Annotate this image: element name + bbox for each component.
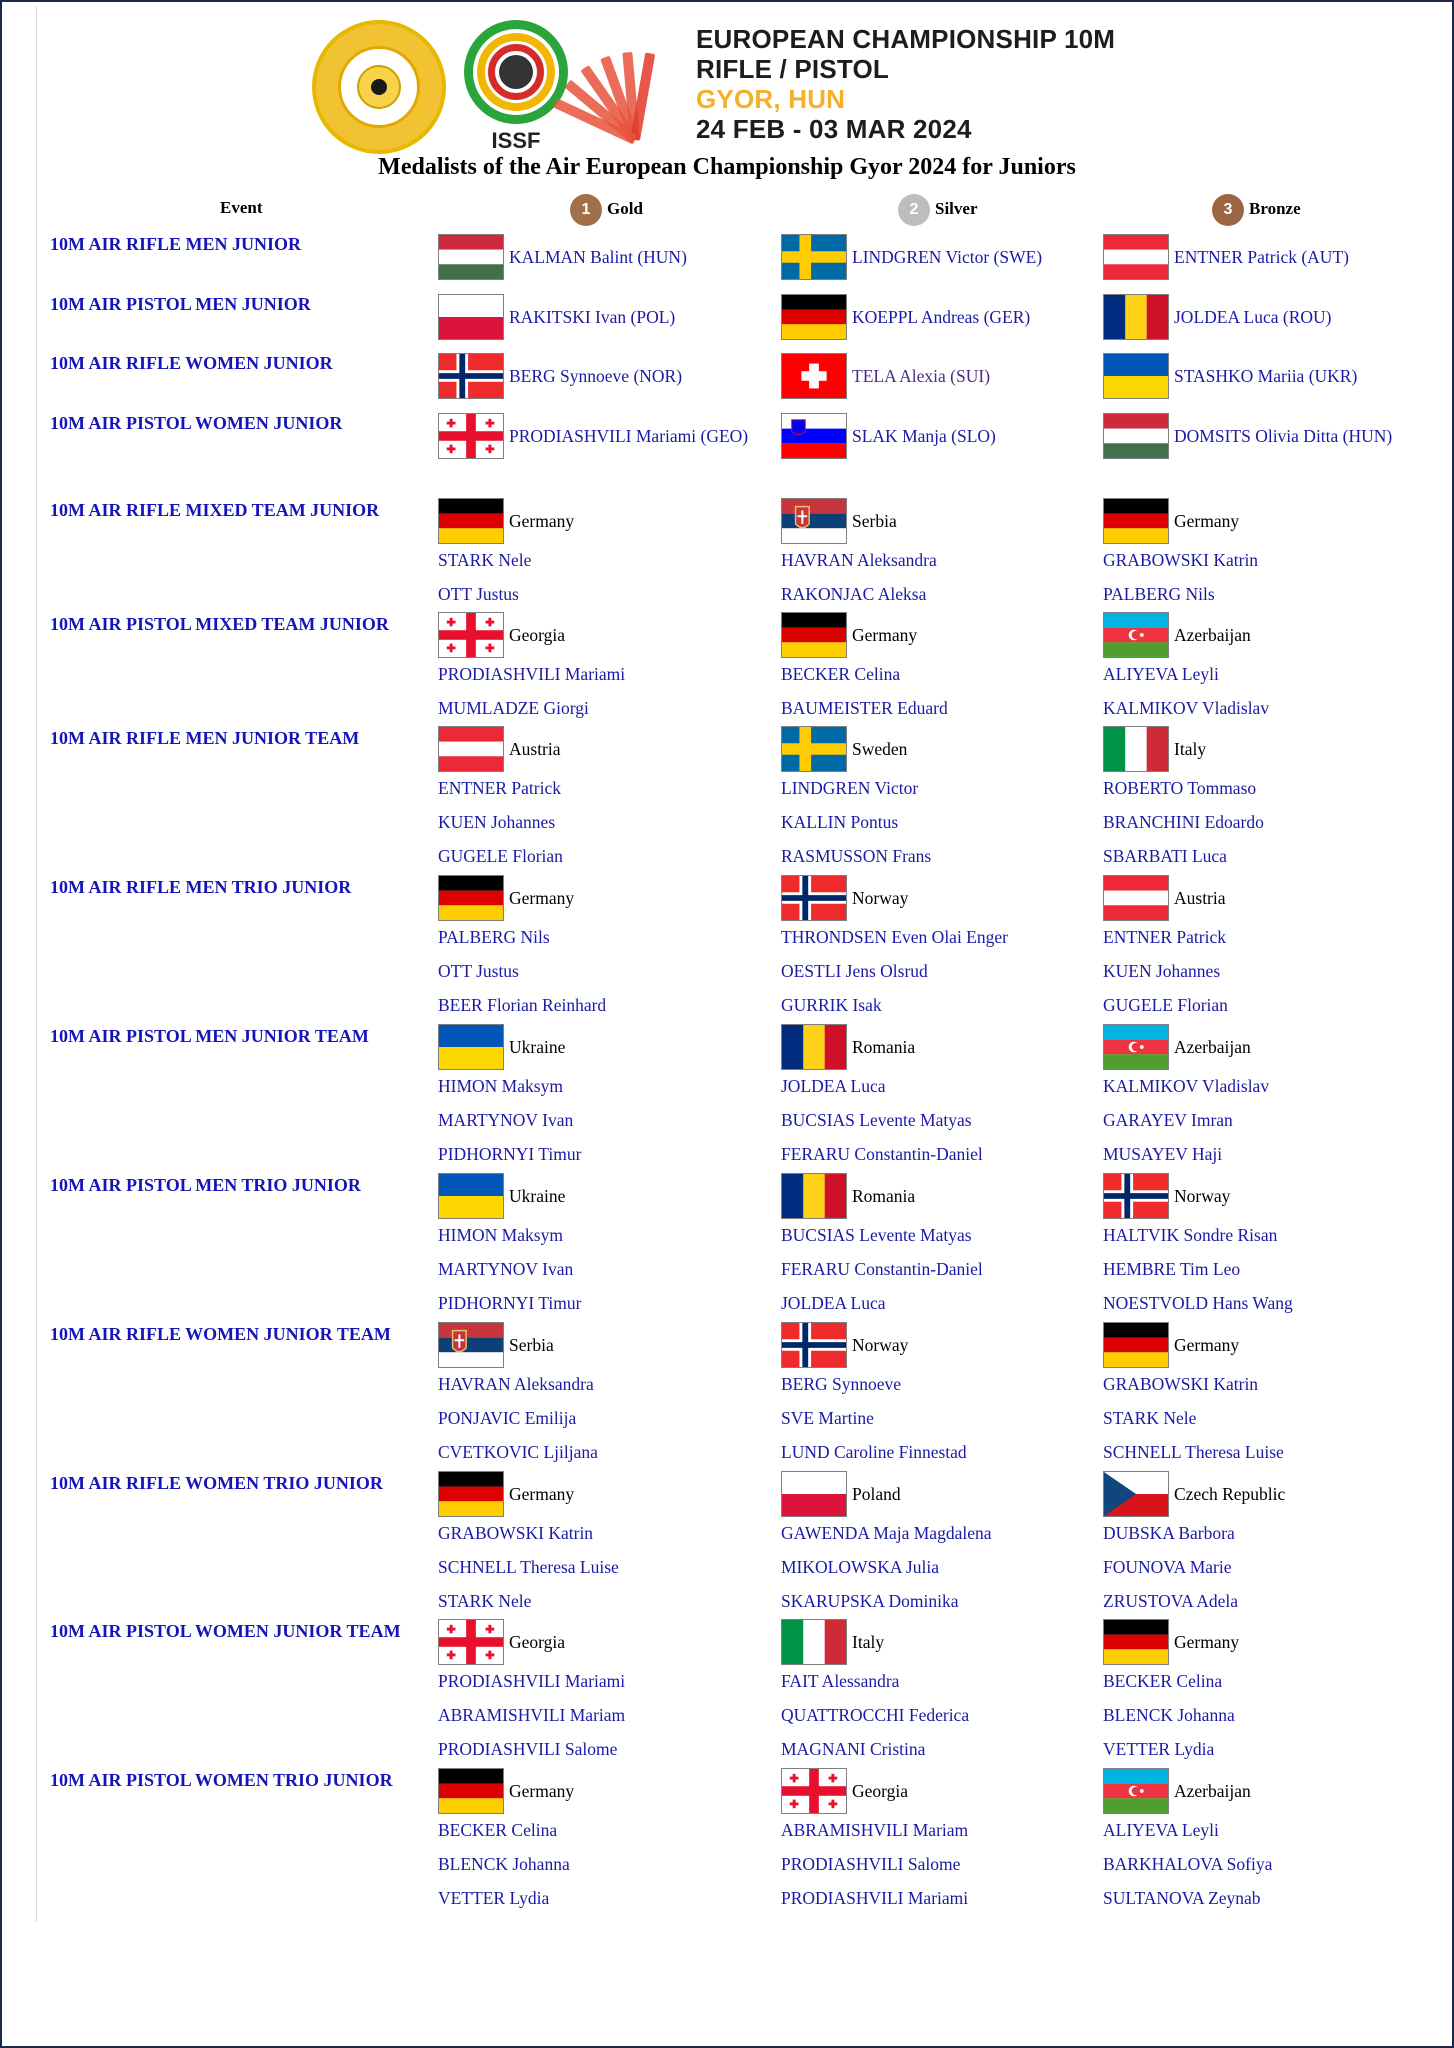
team-member-link[interactable]: LUND Caroline Finnestad (781, 1442, 967, 1462)
team-member-link[interactable]: VETTER Lydia (438, 1888, 550, 1908)
team-member-link[interactable]: BERG Synnoeve (781, 1374, 902, 1394)
team-member-link[interactable]: PRODIASHVILI Salome (781, 1854, 961, 1874)
team-member-link[interactable]: THRONDSEN Even Olai Enger (781, 927, 1008, 947)
team-member-link[interactable]: ABRAMISHVILI Mariam (781, 1820, 969, 1840)
flag-aut-icon (1103, 234, 1169, 280)
silver-nation-label: Norway (852, 887, 909, 908)
flag-ger-icon (438, 1471, 504, 1517)
banner-title-line1: EUROPEAN CHAMPIONSHIP 10M (696, 24, 1116, 54)
flag-swe-icon (781, 234, 847, 280)
team-member-link[interactable]: BUCSIAS Levente Matyas (781, 1225, 972, 1245)
bronze-cell (1103, 875, 1226, 921)
rays-logo-icon (580, 32, 684, 136)
event-link[interactable]: 10M AIR RIFLE MIXED TEAM JUNIOR (50, 500, 380, 520)
gold-nation-label: Germany (509, 887, 575, 908)
gold-nation-label: Germany (509, 1780, 575, 1801)
bronze-nation-label: Austria (1174, 887, 1226, 908)
championship-banner (312, 14, 1172, 154)
flag-sui-icon (781, 353, 847, 399)
team-member-link[interactable]: QUATTROCCHI Federica (781, 1705, 970, 1725)
flag-aut-icon (438, 726, 504, 772)
bronze-cell (1103, 1619, 1239, 1665)
gold-cell (438, 1322, 554, 1368)
silver-nation-label: Italy (852, 1631, 885, 1652)
flag-ukr-icon (1103, 353, 1169, 399)
gold-cell (438, 612, 565, 658)
bronze-athlete-link[interactable]: ENTNER Patrick (AUT) (1174, 246, 1349, 267)
team-member-link[interactable]: OTT Justus (438, 961, 519, 981)
team-member-link[interactable]: BECKER Celina (1103, 1671, 1223, 1691)
gold-nation-label: Germany (509, 510, 575, 531)
flag-rou-icon (781, 1173, 847, 1219)
gold-athlete-link[interactable]: BERG Synnoeve (NOR) (509, 365, 683, 386)
team-member-link[interactable]: GARAYEV Imran (1103, 1110, 1233, 1130)
flag-ger-icon (1103, 1322, 1169, 1368)
team-member-link[interactable]: SULTANOVA Zeynab (1103, 1888, 1261, 1908)
silver-cell (781, 353, 990, 399)
team-member-link[interactable]: BUCSIAS Levente Matyas (781, 1110, 972, 1130)
gold-nation-label: Ukraine (509, 1036, 566, 1057)
gold-cell (438, 413, 748, 459)
silver-nation-label: Romania (852, 1185, 916, 1206)
flag-ger-icon (438, 875, 504, 921)
issf-logo-icon (464, 20, 568, 154)
issf-label: ISSF (491, 128, 541, 153)
team-member-link[interactable]: PRODIASHVILI Mariami (781, 1888, 969, 1908)
left-rule (36, 6, 37, 1922)
bronze-nation-label: Azerbaijan (1174, 1780, 1251, 1801)
team-member-link[interactable]: MUMLADZE Giorgi (438, 698, 589, 718)
flag-ger-icon (781, 294, 847, 340)
gold-athlete-link[interactable]: PRODIASHVILI Mariami (GEO) (509, 425, 749, 446)
flag-aut-icon (1103, 875, 1169, 921)
silver-cell (781, 234, 1042, 280)
team-member-link[interactable]: RASMUSSON Frans (781, 846, 932, 866)
team-member-link[interactable]: FERARU Constantin-Daniel (781, 1144, 983, 1164)
bronze-nation-label: Czech Republic (1174, 1483, 1286, 1504)
silver-cell (781, 612, 917, 658)
team-member-link[interactable]: PONJAVIC Emilija (438, 1408, 577, 1428)
silver-nation-label: Germany (852, 624, 918, 645)
team-member-link[interactable]: BEER Florian Reinhard (438, 995, 607, 1015)
team-member-link[interactable]: BAUMEISTER Eduard (781, 698, 948, 718)
gold-nation-label: Austria (509, 738, 561, 759)
flag-ita-icon (781, 1619, 847, 1665)
team-member-link[interactable]: PRODIASHVILI Mariami (438, 1671, 626, 1691)
silver-athlete-link[interactable]: TELA Alexia (SUI) (852, 365, 991, 386)
bronze-nation-label: Germany (1174, 510, 1240, 531)
flag-ukr-icon (438, 1024, 504, 1070)
team-member-link[interactable]: BECKER Celina (781, 664, 901, 684)
bronze-label: Bronze (1249, 198, 1301, 218)
silver-nation-label: Sweden (852, 738, 908, 759)
flag-rou-icon (1103, 294, 1169, 340)
team-member-link[interactable]: HIMON Maksym (438, 1076, 563, 1096)
flag-ger-icon (438, 1768, 504, 1814)
team-member-link[interactable]: SVE Martine (781, 1408, 874, 1428)
flag-ger-icon (1103, 498, 1169, 544)
team-member-link[interactable]: ENTNER Patrick (1103, 927, 1226, 947)
column-header-gold (570, 194, 643, 226)
banner-text (696, 24, 1115, 144)
silver-athlete-link[interactable]: LINDGREN Victor (SWE) (852, 246, 1043, 267)
team-member-link[interactable]: ABRAMISHVILI Mariam (438, 1705, 626, 1725)
event-link[interactable]: 10M AIR RIFLE WOMEN JUNIOR TEAM (50, 1324, 391, 1344)
event-link[interactable]: 10M AIR PISTOL MIXED TEAM JUNIOR (50, 614, 389, 634)
team-member-link[interactable]: SCHNELL Theresa Luise (438, 1557, 619, 1577)
flag-pol-icon (781, 1471, 847, 1517)
bronze-cell (1103, 1173, 1230, 1219)
team-member-link[interactable]: GURRIK Isak (781, 995, 882, 1015)
team-member-link[interactable]: STARK Nele (438, 1591, 532, 1611)
team-member-link[interactable]: HALTVIK Sondre Risan (1103, 1225, 1278, 1245)
bronze-nation-label: Azerbaijan (1174, 624, 1251, 645)
silver-cell (781, 875, 908, 921)
flag-ger-icon (438, 498, 504, 544)
silver-cell (781, 1471, 901, 1517)
flag-geo-icon (438, 612, 504, 658)
flag-ger-icon (781, 612, 847, 658)
team-member-link[interactable]: VETTER Lydia (1103, 1739, 1215, 1759)
team-member-link[interactable]: ALIYEVA Leyli (1103, 1820, 1219, 1840)
team-member-link[interactable]: BARKHALOVA Sofiya (1103, 1854, 1273, 1874)
bronze-athlete-link[interactable]: DOMSITS Olivia Ditta (HUN) (1174, 425, 1393, 446)
team-member-link[interactable]: HEMBRE Tim Leo (1103, 1259, 1241, 1279)
team-member-link[interactable]: PIDHORNYI Timur (438, 1293, 582, 1313)
silver-cell (781, 1619, 884, 1665)
team-member-link[interactable]: STARK Nele (438, 550, 532, 570)
team-member-link[interactable]: OESTLI Jens Olsrud (781, 961, 928, 981)
event-link[interactable]: 10M AIR RIFLE MEN JUNIOR TEAM (50, 728, 360, 748)
team-member-link[interactable]: GUGELE Florian (1103, 995, 1228, 1015)
flag-geo-icon (781, 1768, 847, 1814)
bronze-cell (1103, 294, 1331, 340)
silver-medal-icon: 2 (898, 194, 930, 226)
event-link[interactable]: 10M AIR RIFLE WOMEN JUNIOR (50, 353, 333, 373)
event-link[interactable]: 10M AIR PISTOL MEN JUNIOR TEAM (50, 1026, 369, 1046)
flag-pol-icon (438, 294, 504, 340)
bronze-nation-label: Germany (1174, 1334, 1240, 1355)
flag-cze-icon (1103, 1471, 1169, 1517)
gold-nation-label: Serbia (509, 1334, 554, 1355)
column-header-event: Event (220, 198, 263, 217)
team-member-link[interactable]: LINDGREN Victor (781, 778, 919, 798)
silver-cell (781, 1768, 908, 1814)
bronze-nation-label: Italy (1174, 738, 1207, 759)
team-member-link[interactable]: SBARBATI Luca (1103, 846, 1227, 866)
team-member-link[interactable]: DUBSKA Barbora (1103, 1523, 1235, 1543)
flag-aze-icon (1103, 1024, 1169, 1070)
team-member-link[interactable]: GAWENDA Maja Magdalena (781, 1523, 992, 1543)
flag-nor-icon (1103, 1173, 1169, 1219)
team-member-link[interactable]: GRABOWSKI Katrin (1103, 1374, 1259, 1394)
flag-aze-icon (1103, 612, 1169, 658)
bronze-cell (1103, 413, 1392, 459)
flag-hun-icon (1103, 413, 1169, 459)
silver-cell (781, 413, 996, 459)
silver-nation-label: Norway (852, 1334, 909, 1355)
team-member-link[interactable]: MARTYNOV Ivan (438, 1259, 574, 1279)
gold-nation-label: Germany (509, 1483, 575, 1504)
team-member-link[interactable]: BLENCK Johanna (438, 1854, 570, 1874)
page-title: Medalists of the Air European Championship Gyor 2024 for Juniors (378, 154, 1076, 180)
esc-logo-icon (312, 20, 446, 154)
team-member-link[interactable]: PALBERG Nils (1103, 584, 1215, 604)
gold-cell (438, 1471, 574, 1517)
gold-nation-label: Georgia (509, 624, 566, 645)
gold-cell (438, 1619, 565, 1665)
event-link[interactable]: 10M AIR PISTOL WOMEN JUNIOR (50, 413, 343, 433)
bronze-cell (1103, 1322, 1239, 1368)
event-link[interactable]: 10M AIR PISTOL MEN JUNIOR (50, 294, 311, 314)
bronze-cell (1103, 234, 1349, 280)
team-member-link[interactable]: MIKOLOWSKA Julia (781, 1557, 939, 1577)
flag-slo-icon (781, 413, 847, 459)
gold-cell (438, 353, 682, 399)
silver-cell (781, 1322, 908, 1368)
bronze-athlete-link[interactable]: STASHKO Mariia (UKR) (1174, 365, 1358, 386)
silver-nation-label: Serbia (852, 510, 897, 531)
team-member-link[interactable]: GUGELE Florian (438, 846, 563, 866)
flag-srb-icon (438, 1322, 504, 1368)
team-member-link[interactable]: ZRUSTOVA Adela (1103, 1591, 1238, 1611)
gold-cell (438, 234, 687, 280)
team-member-link[interactable]: KALLIN Pontus (781, 812, 899, 832)
flag-nor-icon (438, 353, 504, 399)
team-member-link[interactable]: HIMON Maksym (438, 1225, 563, 1245)
gold-label: Gold (607, 198, 643, 218)
team-member-link[interactable]: KALMIKOV Vladislav (1103, 698, 1270, 718)
team-member-link[interactable]: PALBERG Nils (438, 927, 550, 947)
flag-aze-icon (1103, 1768, 1169, 1814)
gold-cell (438, 498, 574, 544)
gold-cell (438, 726, 561, 772)
silver-cell (781, 1173, 915, 1219)
column-header-bronze (1212, 194, 1301, 226)
team-member-link[interactable]: PIDHORNYI Timur (438, 1144, 582, 1164)
flag-geo-icon (438, 413, 504, 459)
gold-athlete-link[interactable]: KALMAN Balint (HUN) (509, 246, 687, 267)
bronze-cell (1103, 1471, 1285, 1517)
event-link[interactable]: 10M AIR PISTOL WOMEN TRIO JUNIOR (50, 1770, 393, 1790)
team-member-link[interactable]: ENTNER Patrick (438, 778, 561, 798)
flag-ita-icon (1103, 726, 1169, 772)
silver-nation-label: Georgia (852, 1780, 909, 1801)
column-header-silver (898, 194, 978, 226)
gold-cell (438, 875, 574, 921)
flag-geo-icon (438, 1619, 504, 1665)
event-link[interactable]: 10M AIR PISTOL MEN TRIO JUNIOR (50, 1175, 361, 1195)
bronze-nation-label: Azerbaijan (1174, 1036, 1251, 1057)
silver-athlete-link[interactable]: SLAK Manja (SLO) (852, 425, 996, 446)
team-member-link[interactable]: BRANCHINI Edoardo (1103, 812, 1264, 832)
event-link[interactable]: 10M AIR RIFLE MEN JUNIOR (50, 234, 302, 254)
bronze-cell (1103, 612, 1251, 658)
flag-nor-icon (781, 875, 847, 921)
event-link[interactable]: 10M AIR RIFLE MEN TRIO JUNIOR (50, 877, 352, 897)
flag-swe-icon (781, 726, 847, 772)
bronze-cell (1103, 1768, 1251, 1814)
bronze-medal-icon: 3 (1212, 194, 1244, 226)
silver-cell (781, 498, 897, 544)
team-member-link[interactable]: JOLDEA Luca (781, 1293, 886, 1313)
team-member-link[interactable]: OTT Justus (438, 584, 519, 604)
team-member-link[interactable]: BLENCK Johanna (1103, 1705, 1235, 1725)
team-member-link[interactable]: FERARU Constantin-Daniel (781, 1259, 983, 1279)
team-member-link[interactable]: MAGNANI Cristina (781, 1739, 926, 1759)
bronze-athlete-link[interactable]: JOLDEA Luca (ROU) (1174, 306, 1332, 327)
gold-cell (438, 294, 675, 340)
gold-nation-label: Georgia (509, 1631, 566, 1652)
gold-cell (438, 1768, 574, 1814)
team-member-link[interactable]: NOESTVOLD Hans Wang (1103, 1293, 1293, 1313)
silver-cell (781, 294, 1030, 340)
flag-srb-icon (781, 498, 847, 544)
bronze-cell (1103, 353, 1357, 399)
team-member-link[interactable]: MARTYNOV Ivan (438, 1110, 574, 1130)
flag-ukr-icon (438, 1173, 504, 1219)
flag-rou-icon (781, 1024, 847, 1070)
banner-city: GYOR, HUN (696, 84, 846, 114)
bronze-cell (1103, 1024, 1251, 1070)
event-link[interactable]: 10M AIR RIFLE WOMEN TRIO JUNIOR (50, 1473, 383, 1493)
banner-dates: 24 FEB - 03 MAR 2024 (696, 114, 972, 144)
team-member-link[interactable]: KALMIKOV Vladislav (1103, 1076, 1270, 1096)
gold-nation-label: Ukraine (509, 1185, 566, 1206)
bronze-nation-label: Germany (1174, 1631, 1240, 1652)
silver-nation-label: Romania (852, 1036, 916, 1057)
gold-medal-icon: 1 (570, 194, 602, 226)
team-member-link[interactable]: JOLDEA Luca (781, 1076, 886, 1096)
team-member-link[interactable]: SCHNELL Theresa Luise (1103, 1442, 1284, 1462)
event-link[interactable]: 10M AIR PISTOL WOMEN JUNIOR TEAM (50, 1621, 401, 1641)
silver-athlete-link[interactable]: KOEPPL Andreas (GER) (852, 306, 1031, 327)
team-member-link[interactable]: RAKONJAC Aleksa (781, 584, 927, 604)
team-member-link[interactable]: BECKER Celina (438, 1820, 558, 1840)
gold-athlete-link[interactable]: RAKITSKI Ivan (POL) (509, 306, 676, 327)
team-member-link[interactable]: FOUNOVA Marie (1103, 1557, 1232, 1577)
flag-hun-icon (438, 234, 504, 280)
silver-cell (781, 1024, 915, 1070)
team-member-link[interactable]: MUSAYEV Haji (1103, 1144, 1223, 1164)
flag-nor-icon (781, 1322, 847, 1368)
banner-title-line2: RIFLE / PISTOL (696, 54, 890, 84)
team-member-link[interactable]: CVETKOVIC Ljiljana (438, 1442, 598, 1462)
team-member-link[interactable]: HAVRAN Aleksandra (438, 1374, 594, 1394)
team-member-link[interactable]: KUEN Johannes (438, 812, 556, 832)
team-member-link[interactable]: GRABOWSKI Katrin (1103, 550, 1259, 570)
team-member-link[interactable]: HAVRAN Aleksandra (781, 550, 937, 570)
team-member-link[interactable]: GRABOWSKI Katrin (438, 1523, 594, 1543)
team-member-link[interactable]: FAIT Alessandra (781, 1671, 900, 1691)
flag-ger-icon (1103, 1619, 1169, 1665)
team-member-link[interactable]: ALIYEVA Leyli (1103, 664, 1219, 684)
gold-cell (438, 1173, 565, 1219)
silver-label: Silver (935, 198, 978, 218)
team-member-link[interactable]: PRODIASHVILI Salome (438, 1739, 618, 1759)
team-member-link[interactable]: STARK Nele (1103, 1408, 1197, 1428)
silver-nation-label: Poland (852, 1483, 901, 1504)
team-member-link[interactable]: ROBERTO Tommaso (1103, 778, 1257, 798)
bronze-cell (1103, 498, 1239, 544)
bronze-cell (1103, 726, 1206, 772)
gold-cell (438, 1024, 565, 1070)
team-member-link[interactable]: PRODIASHVILI Mariami (438, 664, 626, 684)
bronze-nation-label: Norway (1174, 1185, 1231, 1206)
silver-cell (781, 726, 907, 772)
team-member-link[interactable]: SKARUPSKA Dominika (781, 1591, 959, 1611)
team-member-link[interactable]: KUEN Johannes (1103, 961, 1221, 981)
